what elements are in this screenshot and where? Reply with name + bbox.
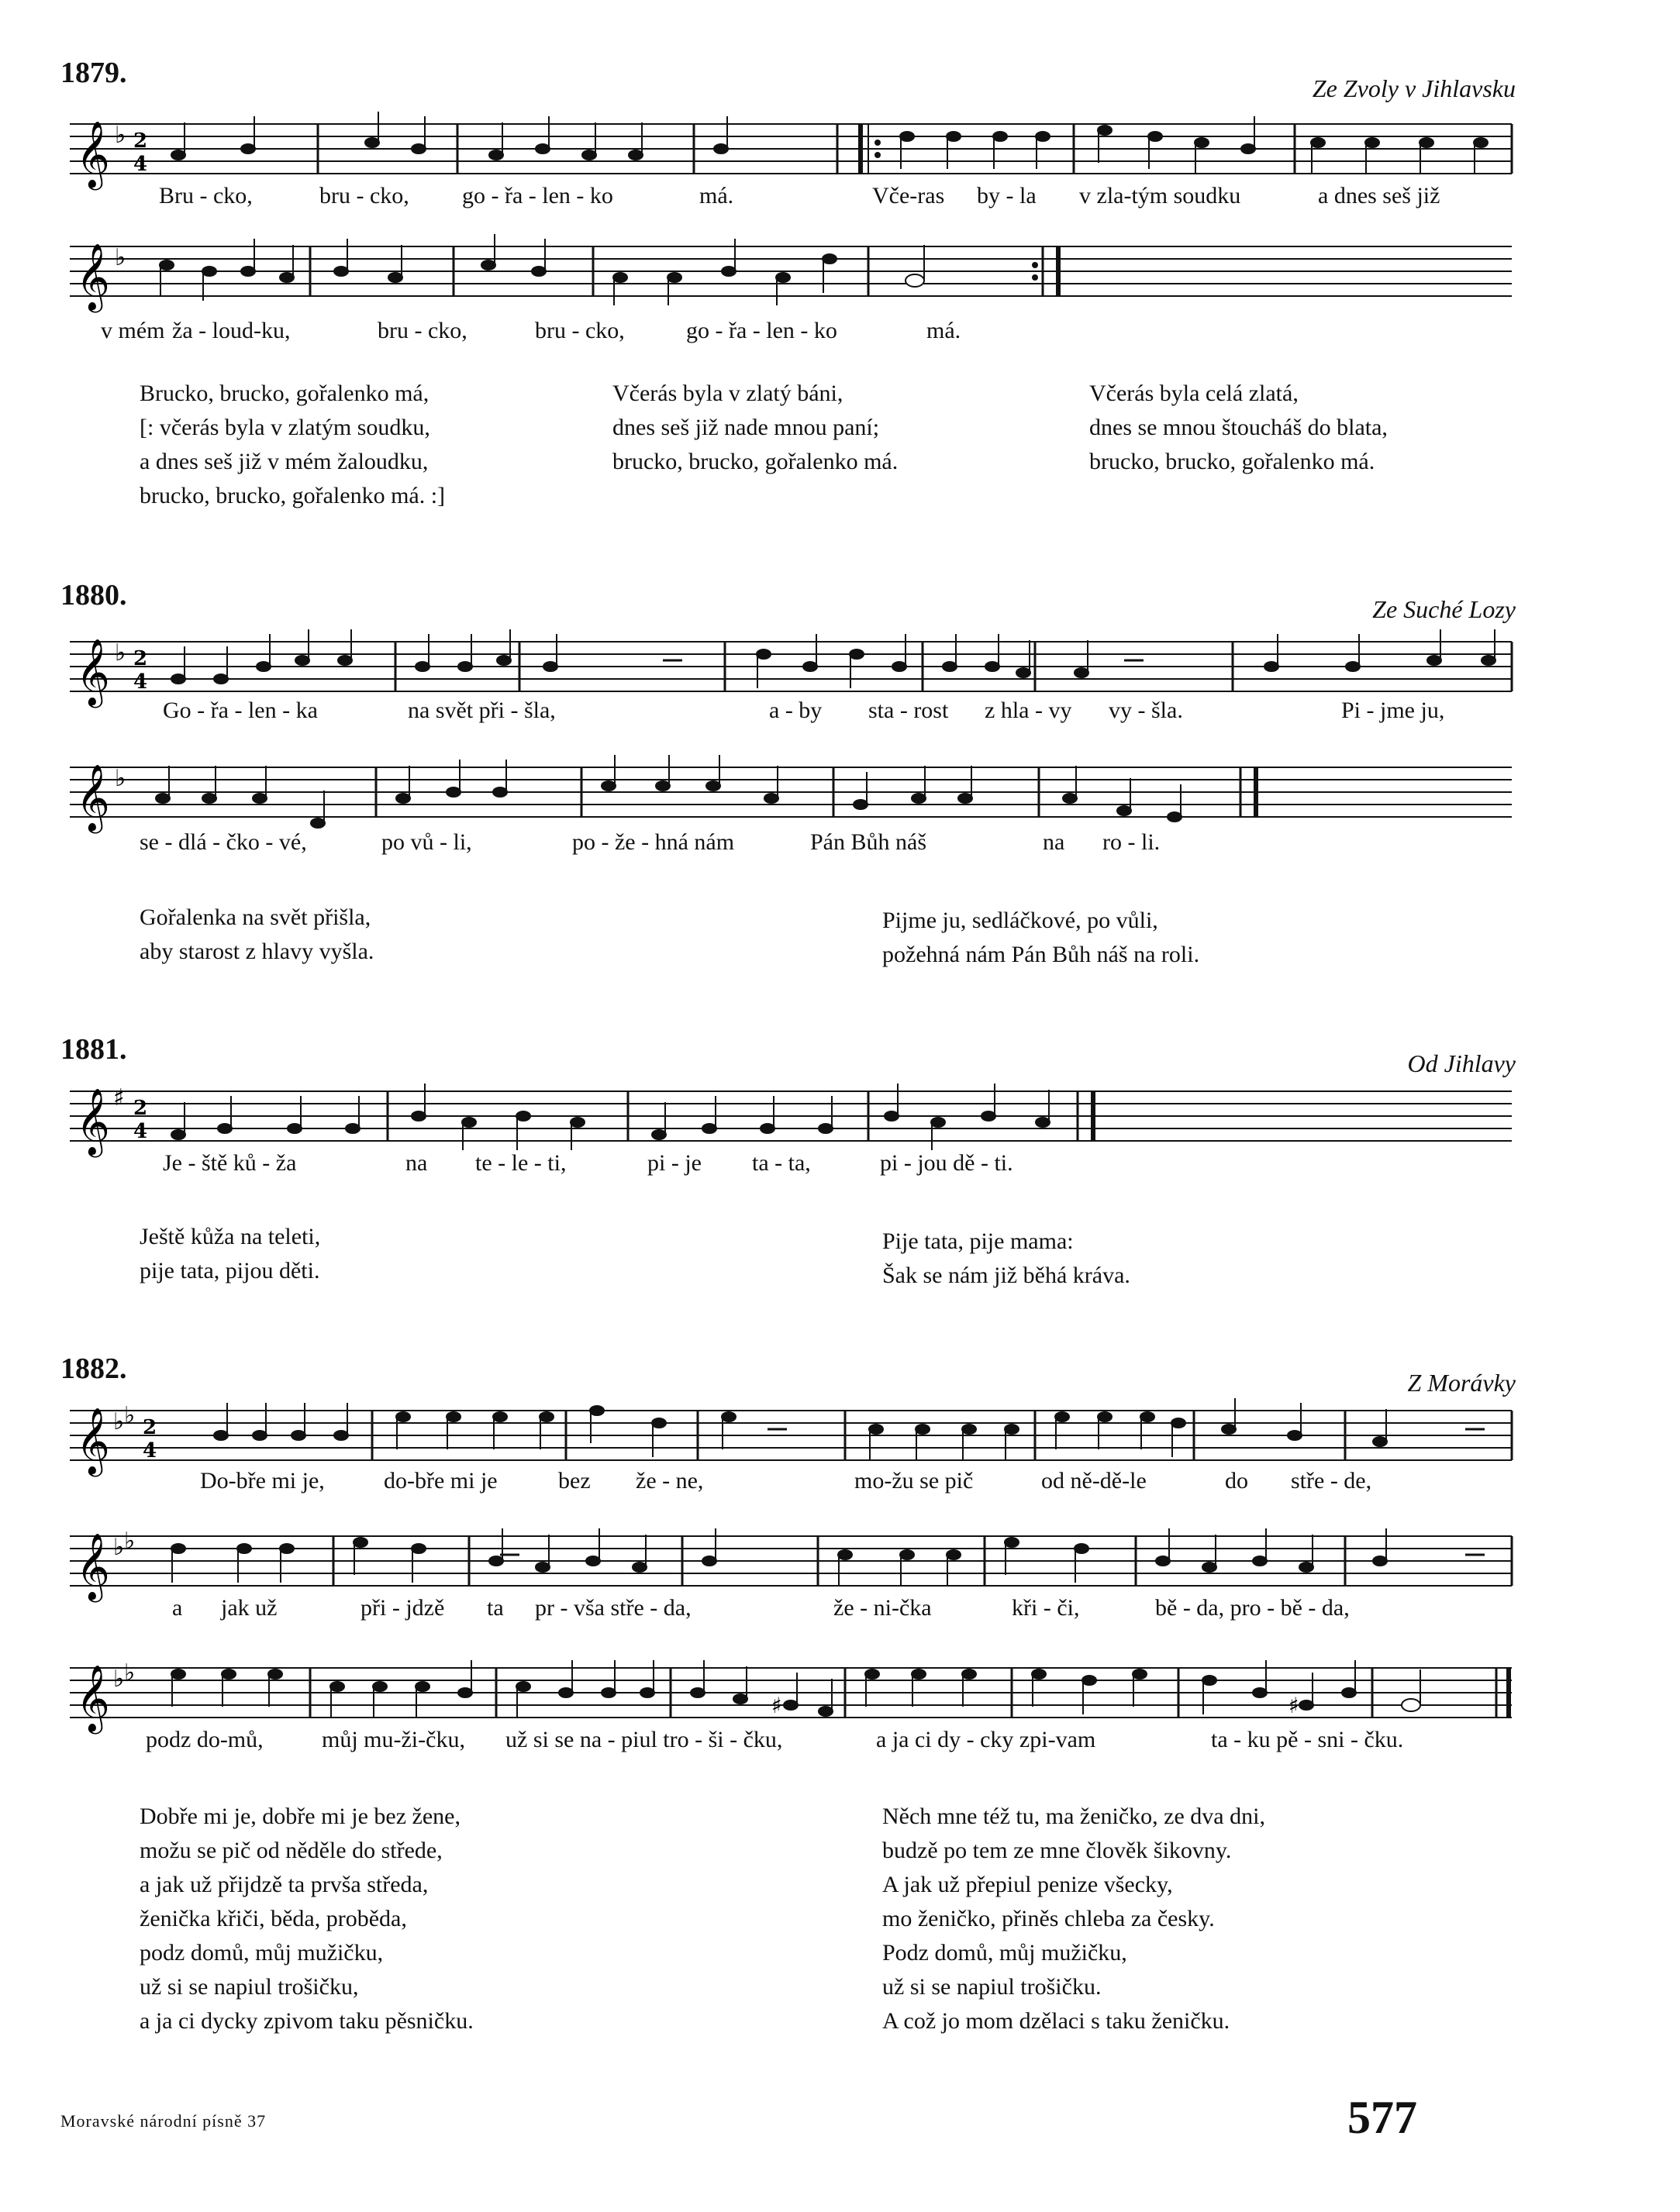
lyric-syllables: že - ne, — [636, 1468, 704, 1494]
lyric-syllables: můj mu-ži-čku, — [322, 1727, 465, 1752]
lyric-syllables: jak už — [221, 1595, 278, 1621]
lyric-syllables: už si se na - piul tro - ši - čku, — [505, 1727, 783, 1752]
svg-text:2: 2 — [133, 129, 148, 153]
svg-text:𝄞: 𝄞 — [76, 243, 110, 310]
lyric-syllables: go - řa - len - ko — [686, 318, 837, 343]
song-number: 1879. — [60, 57, 127, 89]
svg-text:𝄞: 𝄞 — [76, 1407, 110, 1474]
lyric-syllables: Je - ště ků - ža — [163, 1150, 297, 1176]
svg-text:4: 4 — [133, 670, 148, 694]
lyric-syllables: do — [1225, 1468, 1248, 1494]
lyric-syllables: pr - vša stře - da, — [535, 1595, 692, 1621]
lyric-syllables: a dnes seš již — [1318, 183, 1440, 208]
svg-text:♭: ♭ — [115, 122, 126, 149]
lyric-syllables: ta - ta, — [752, 1150, 811, 1176]
lyric-syllables: při - jdzě — [360, 1595, 445, 1621]
lyric-syllables: bru - cko, — [535, 318, 625, 343]
lyric-syllables: Pi - jme ju, — [1341, 698, 1445, 723]
lyric-syllables: mo-žu se pič — [854, 1468, 974, 1494]
svg-text:2: 2 — [143, 1416, 157, 1439]
lyric-syllables: ta - ku pě - sni - čku. — [1211, 1727, 1404, 1752]
footer-source: Moravské národní písně 37 — [60, 2111, 267, 2131]
svg-text:♭: ♭ — [113, 1408, 125, 1435]
svg-text:𝄞: 𝄞 — [76, 764, 110, 831]
lyric-syllables: sta - rost — [868, 698, 949, 723]
lyric-syllables: bě - da, pro - bě - da, — [1155, 1595, 1350, 1621]
stanza: Brucko, brucko, gořalenko má, [: včerás byla v zlatým soudku, a dnes seš již v mém žaloudku, brucko, brucko, gořalenko má. :] — [140, 381, 446, 508]
lyric-syllables: pi - jou dě - ti. — [880, 1150, 1013, 1176]
music-staff — [62, 231, 1520, 316]
lyric-syllables: a — [172, 1595, 183, 1621]
svg-text:𝄞: 𝄞 — [76, 1665, 110, 1731]
song-origin: Ze Suché Lozy — [1372, 595, 1516, 623]
lyric-syllables: ro - li. — [1102, 829, 1161, 855]
treble-clef-icon: 𝄞 — [76, 121, 110, 188]
music-staff — [62, 1076, 1520, 1161]
song-origin: Z Morávky — [1407, 1369, 1516, 1397]
svg-text:♭: ♭ — [115, 639, 126, 667]
svg-text:𝄞: 𝄞 — [76, 1533, 110, 1600]
stanza: Včerás byla celá zlatá, dnes se mnou štoucháš do blata, brucko, brucko, gořalenko má. — [1089, 381, 1388, 474]
lyric-syllables: že - ni-čka — [833, 1595, 932, 1621]
stanza: Pijme ju, sedláčkové, po vůli, požehná nám Pán Bůh náš na roli. — [882, 908, 1200, 967]
lyric-syllables: bru - cko, — [378, 318, 467, 343]
lyric-syllables: bez — [558, 1468, 591, 1494]
song-number: 1881. — [60, 1033, 127, 1066]
lyric-syllables: go - řa - len - ko — [462, 183, 613, 208]
lyric-syllables: Go - řa - len - ka — [163, 698, 318, 723]
lyric-syllables: vy - šla. — [1109, 698, 1183, 723]
svg-text:♭: ♭ — [124, 1659, 136, 1687]
lyric-syllables: a - by — [769, 698, 823, 723]
lyric-syllables: kři - či, — [1012, 1595, 1080, 1621]
lyric-syllables: ta — [487, 1595, 504, 1621]
stanza: Ještě kůža na teleti, pije tata, pijou děti. — [140, 1224, 321, 1283]
svg-text:2: 2 — [133, 1097, 148, 1120]
page-number: 577 — [1347, 2092, 1417, 2143]
lyric-syllables: Bru - cko, — [159, 183, 253, 208]
lyric-syllables: má. — [699, 183, 734, 208]
svg-text:4: 4 — [133, 1120, 148, 1143]
lyric-syllables: po vů - li, — [381, 829, 472, 855]
lyric-syllables: z hla - vy — [985, 698, 1072, 723]
lyric-syllables: pi - je — [647, 1150, 702, 1176]
lyric-syllables: by - la — [977, 183, 1037, 208]
lyric-syllables: na svět při - šla, — [408, 698, 556, 723]
lyric-syllables: od ně-dě-le — [1041, 1468, 1147, 1494]
lyric-syllables: te - le - ti, — [475, 1150, 567, 1176]
lyric-syllables: má. — [926, 318, 961, 343]
svg-text:2: 2 — [133, 647, 148, 670]
svg-text:♯: ♯ — [1288, 1693, 1299, 1718]
lyric-syllables: bru - cko, — [319, 183, 409, 208]
song-origin: Ze Zvoly v Jihlavsku — [1312, 74, 1516, 102]
svg-text:♭: ♭ — [124, 1402, 136, 1429]
stanza: Včerás byla v zlatý báni, dnes seš již nade mnou paní; brucko, brucko, gořalenko má. — [612, 381, 899, 474]
svg-text:♯: ♯ — [771, 1693, 782, 1718]
lyric-syllables: po - že - hná nám — [572, 829, 735, 855]
music-staff — [62, 752, 1520, 837]
lyric-syllables: v mém — [101, 318, 165, 343]
lyric-syllables: do-bře mi je — [384, 1468, 498, 1494]
svg-text:♯: ♯ — [113, 1084, 125, 1111]
song-number: 1880. — [60, 579, 127, 612]
lyric-syllables: Do-bře mi je, — [200, 1468, 325, 1494]
song-origin: Od Jihlavy — [1407, 1049, 1516, 1077]
svg-text:𝄞: 𝄞 — [76, 639, 110, 705]
svg-text:4: 4 — [133, 153, 148, 176]
svg-text:𝄞: 𝄞 — [76, 1088, 110, 1155]
lyric-syllables: ža - loud-ku, — [172, 318, 291, 343]
lyric-syllables: Pán Bůh náš — [810, 829, 926, 855]
lyric-syllables: na — [405, 1150, 428, 1176]
lyric-syllables: Vče-ras — [872, 183, 945, 208]
lyric-syllables: podz do-mů, — [146, 1727, 264, 1752]
svg-text:♭: ♭ — [124, 1528, 136, 1555]
stanza: Gořalenka na svět přišla, aby starost z hlavy vyšla. — [140, 904, 374, 964]
music-staff — [62, 1652, 1520, 1738]
music-staff — [62, 109, 1520, 194]
svg-text:♭: ♭ — [115, 244, 126, 271]
lyric-syllables: v zla-tým soudku — [1079, 183, 1241, 208]
lyric-syllables: stře - de, — [1291, 1468, 1372, 1494]
lyric-syllables: a ja ci dy - cky zpi-vam — [876, 1727, 1096, 1752]
lyric-syllables: se - dlá - čko - vé, — [140, 829, 307, 855]
stanza: Dobře mi je, dobře mi je bez žene, možu se pič od něděle do střede, a jak už přijdzě ta prvša středa, ženička křiči, běda, proběda, podz domů, můj mužičku, už si se napiul trošičku, a ja ci dycky zpivom taku pěsničku. — [140, 1804, 474, 2034]
stanza: Něch mne též tu, ma ženičko, ze dva dni, budzě po tem ze mne člověk šikovny. A jak už přepiul penize všecky, mo ženičko, přiněs chleba za česky. Podz domů, můj mužičku, už si se napiul trošičku. A což jo mom dzělaci s taku ženičku. — [882, 1804, 1265, 2034]
svg-text:♭: ♭ — [113, 1534, 125, 1561]
lyric-syllables: na — [1043, 829, 1065, 855]
song-number: 1882. — [60, 1352, 127, 1385]
svg-text:4: 4 — [143, 1439, 157, 1463]
stanza: Pije tata, pije mama: Šak se nám již běhá kráva. — [882, 1228, 1130, 1288]
music-staff — [62, 1521, 1520, 1606]
svg-text:♭: ♭ — [113, 1666, 125, 1693]
svg-text:♭: ♭ — [115, 765, 126, 792]
